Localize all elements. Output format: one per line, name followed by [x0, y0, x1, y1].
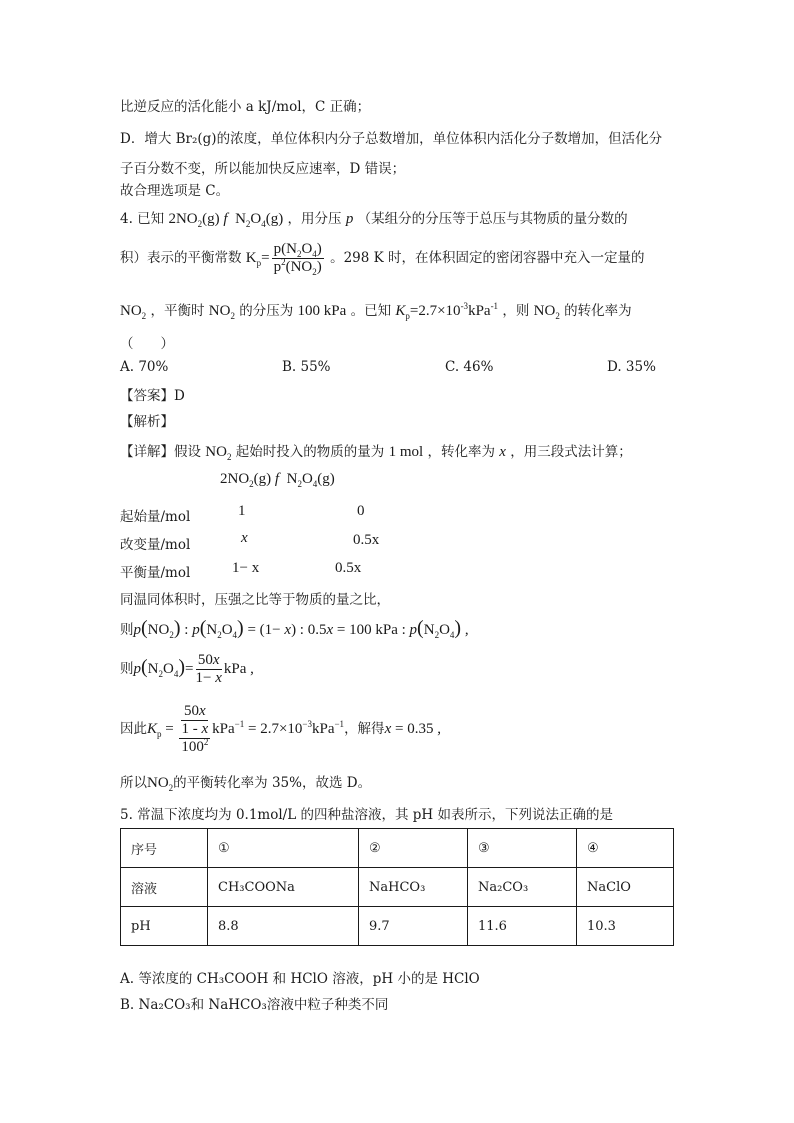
- table-row: [121, 868, 674, 907]
- option-b: B. 55%: [282, 359, 331, 375]
- table-cell: ④: [577, 829, 674, 868]
- table-cell: 序号: [121, 829, 208, 868]
- table-cell: ③: [468, 829, 577, 868]
- table-cell: ②: [359, 829, 468, 868]
- row-value: 1− x: [232, 560, 260, 576]
- table-cell: 10.3: [577, 907, 674, 946]
- option-d: D. 35%: [607, 359, 656, 375]
- row-label: 平衡量/mol: [120, 565, 191, 581]
- conclusion-line: 所以$NO_2$的平衡转化率为 35%，故选 D。: [120, 775, 372, 793]
- text-line: D．增大 Br₂(g)的浓度，单位体积内分子总数增加，单位体积内活化分子数增加，但活化分: [120, 131, 663, 147]
- analysis-label: 【解析】: [120, 414, 174, 430]
- ph-table: [120, 828, 674, 946]
- row-value: x: [241, 530, 248, 546]
- reaction-equation: $2NO_2(g)$ f $N_2O_4(g)$: [168, 211, 284, 229]
- table-cell: 11.6: [468, 907, 577, 946]
- answer-blank: （ ）: [120, 336, 174, 352]
- table-row: [121, 907, 674, 946]
- table-cell: NaHCO₃: [359, 868, 468, 907]
- q4-stem-line2: 积）表示的平衡常数 $K_p=$ $\frac{p(N_2O_4)}{p^2(NO_2)}$ 。298 K 时，在体积固定的密闭容器中充入一定量的: [120, 241, 645, 277]
- row-value: 0: [357, 503, 365, 519]
- ratio-text: 同温同体积时，压强之比等于物质的量之比，: [120, 592, 390, 608]
- table-cell: 9.7: [359, 907, 468, 946]
- table-row: [121, 829, 674, 868]
- table-cell: pH: [121, 907, 208, 946]
- row-value: 0.5x: [335, 560, 362, 576]
- table-cell: Na₂CO₃: [468, 868, 577, 907]
- option-c: C. 46%: [445, 359, 494, 375]
- answer-line: 【答案】D: [120, 388, 185, 404]
- row-label: 起始量/mol: [120, 509, 191, 525]
- text-line: 故合理选项是 C。: [120, 183, 230, 199]
- kp-calculation: 因此$K_p$ = $\frac{\frac{50x}{1 - x}}{100^2}$ $kPa^{-1} = 2.7\times 10^{-3}kPa^{-1}$，解得x = 0.35 ,: [120, 703, 441, 755]
- calc-equation: $2NO_2(g)$ f $N_2O_4(g)$: [220, 471, 335, 489]
- table-cell: CH₃COONa: [208, 868, 359, 907]
- q5-stem: 5. 常温下浓度均为 0.1mol/L 的四种盐溶液，其 pH 如表所示，下列说法正确的是: [120, 807, 613, 823]
- q4-stem-line1: 4. 已知 $2NO_2(g)$ f $N_2O_4(g)$ ，用分压 p （某组分的分压等于总压与其物质的量分数的: [120, 211, 628, 229]
- q5-option-b: B. Na₂CO₃和 NaHCO₃溶液中粒子种类不同: [120, 997, 389, 1013]
- table-cell: ①: [208, 829, 359, 868]
- q5-option-a: A. 等浓度的 CH₃COOH 和 HClO 溶液，pH 小的是 HClO: [120, 971, 480, 987]
- pressure-n2o4: 则$p(N_2O_4)=$ $\frac{50x}{1- x}$ kPa ,: [120, 652, 254, 686]
- table-cell: 8.8: [208, 907, 359, 946]
- detail-line: 【详解】假设 $NO_2$ 起始时投入的物质的量为 1 mol ，转化率为 x ，用三段式法计算；: [120, 444, 632, 462]
- pressure-ratio: 则$p(NO_2)$ : $p(N_2O_4) = (1- x)$ : 0.5x = 100 kPa : $p(N_2O_4)$ ,: [120, 617, 469, 640]
- table-cell: 溶液: [121, 868, 208, 907]
- text-line: 比逆反应的活化能小 a kJ/mol，C 正确；: [120, 99, 371, 115]
- kp-expression: $K_p=$ $\frac{p(N_2O_4)}{p^2(NO_2)}$: [245, 241, 322, 277]
- row-label: 改变量/mol: [120, 537, 191, 553]
- q4-stem-line3: $NO_2$ ，平衡时 $NO_2$ 的分压为 100 kPa 。已知 $K_p=2.7\times 10^{-3}kPa^{-1}$ ，则 $NO_2$ 的转化率为: [120, 301, 632, 321]
- row-value: 0.5x: [353, 532, 380, 548]
- table-cell: NaClO: [577, 868, 674, 907]
- row-value: 1: [238, 503, 246, 519]
- text-line: 子百分数不变，所以能加快反应速率，D 错误；: [120, 161, 406, 177]
- option-a: A. 70%: [120, 359, 169, 375]
